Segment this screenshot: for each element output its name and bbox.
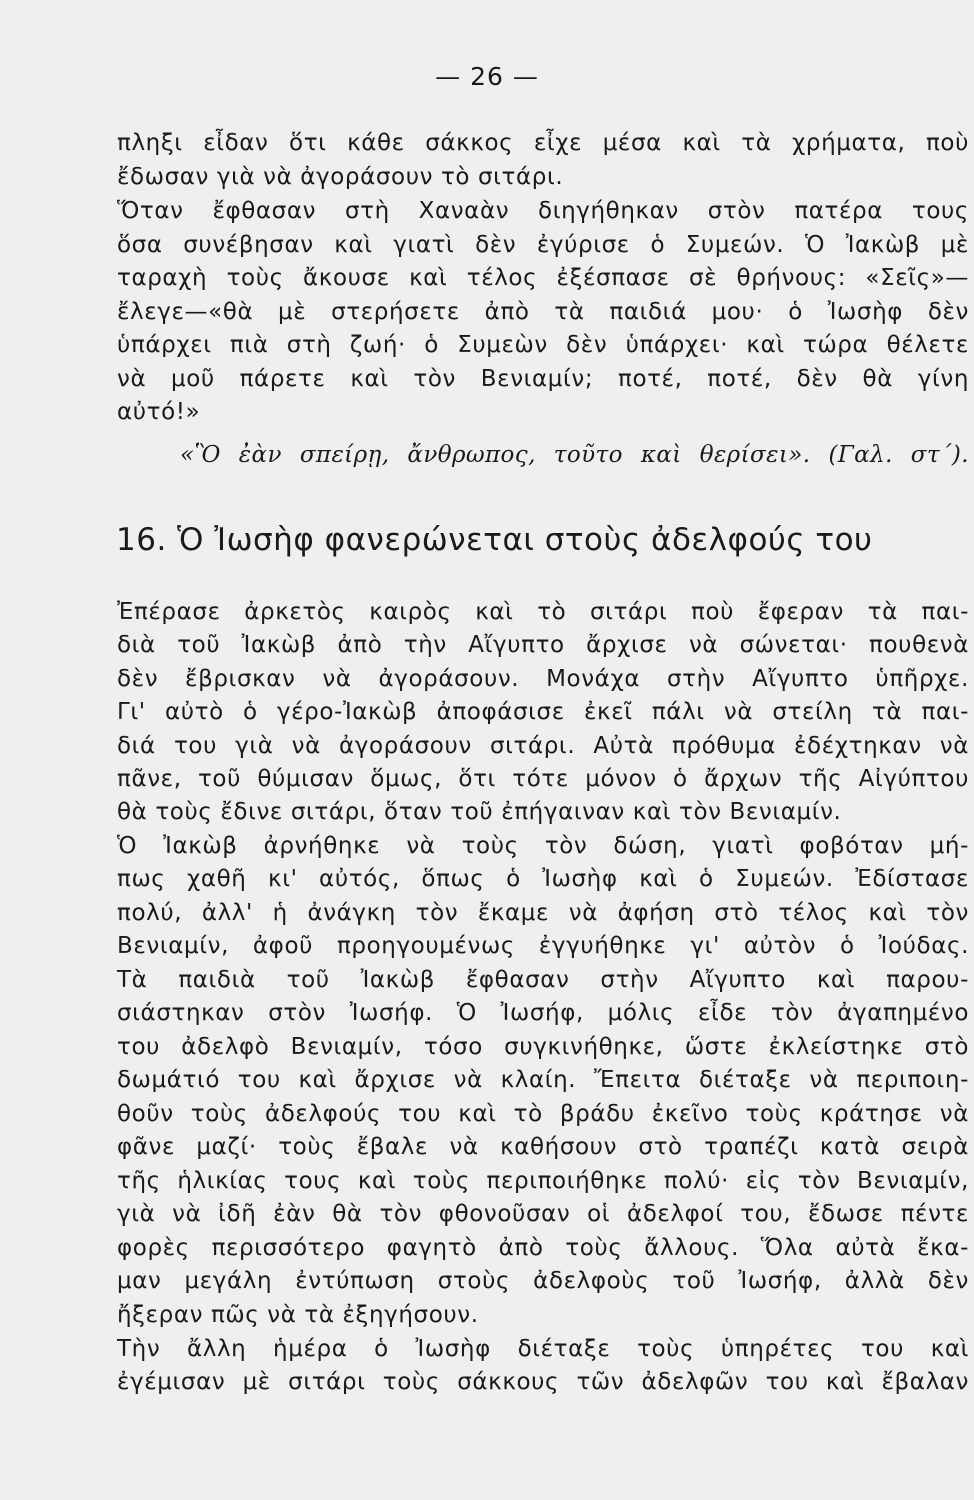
text-line: ἔδωσαν γιὰ νὰ ἀγοράσουν τὸ σιτάρι. <box>117 164 564 190</box>
text-line: Τὰ παιδιὰ τοῦ Ἰακὼβ ἔφθασαν στὴν Αἴγυπτο καὶ παρου- <box>117 967 969 993</box>
text-line: δὲν ἔβρισκαν νὰ ἀγοράσουν. Μονάχα στὴν Αἴγυπτο ὑπῆρχε. <box>117 666 969 692</box>
text-line: πολύ, ἀλλ' ἡ ἀνάγκη τὸν ἔκαμε νὰ ἀφήση στὸ τέλος καὶ τὸν <box>117 900 969 926</box>
text-line: φορὲς περισσότερο φαγητὸ ἀπὸ τοὺς ἄλλους. Ὅλα αὐτὰ ἔκα- <box>117 1235 969 1261</box>
text-line: πᾶνε, τοῦ θύμισαν ὅμως, ὅτι τότε μόνον ὁ ἄρχων τῆς Αἰγύπτου <box>117 766 969 792</box>
text-line: Βενιαμίν, ἀφοῦ προηγουμένως ἐγγυήθηκε γι' αὐτὸν ὁ Ἰούδας. <box>117 933 969 959</box>
text-line: νὰ μοῦ πάρετε καὶ τὸν Βενιαμίν; ποτέ, ποτέ, δὲν θὰ γίνη <box>117 366 969 392</box>
text-line: διά του γιὰ νὰ ἀγοράσουν σιτάρι. Αὐτὰ πρόθυμα ἐδέχτηκαν νὰ <box>117 733 969 759</box>
text-line: Ἐπέρασε ἀρκετὸς καιρὸς καὶ τὸ σιτάρι ποὺ ἔφεραν τὰ παι- <box>117 599 969 625</box>
text-line: διὰ τοῦ Ἰακὼβ ἀπὸ τὴν Αἴγυπτο ἄρχισε νὰ σώνεται· πουθενὰ <box>117 632 969 658</box>
text-line: ὑπάρχει πιὰ στὴ ζωή· ὁ Συμεὼν δὲν ὑπάρχει· καὶ τώρα θέλετε <box>117 332 969 358</box>
text-line: δωμάτιό του καὶ ἄρχισε νὰ κλαίη. Ἔπειτα διέταξε νὰ περιποιη- <box>117 1067 969 1093</box>
text-line: θὰ τοὺς ἔδινε σιτάρι, ὅταν τοῦ ἐπήγαιναν καὶ τὸν Βενιαμίν. <box>117 799 842 825</box>
text-line: μαν μεγάλη ἐντύπωση στοὺς ἀδελφοὺς τοῦ Ἰωσήφ, ἀλλὰ δὲν <box>117 1268 969 1294</box>
text-line: του ἀδελφὸ Βενιαμίν, τόσο συγκινήθηκε, ὥστε ἐκλείστηκε στὸ <box>117 1034 969 1060</box>
text-line: τῆς ἡλικίας τους καὶ τοὺς περιποιήθηκε πολύ· εἰς τὸν Βενιαμίν, <box>117 1168 969 1194</box>
text-line: Ὁ Ἰακὼβ ἀρνήθηκε νὰ τοὺς τὸν δώση, γιατὶ φοβόταν μή- <box>117 833 969 859</box>
text-line: θοῦν τοὺς ἀδελφούς του καὶ τὸ βράδυ ἐκεῖνο τοὺς κράτησε νὰ <box>117 1101 969 1127</box>
text-line: φᾶνε μαζί· τοὺς ἔβαλε νὰ καθήσουν στὸ τραπέζι κατὰ σειρὰ <box>117 1134 969 1160</box>
text-line: Γι' αὐτὸ ὁ γέρο-Ἰακὼβ ἀποφάσισε ἐκεῖ πάλι νὰ στείλη τὰ παι- <box>117 699 969 725</box>
text-line: ἤξεραν πῶς νὰ τὰ ἐξηγήσουν. <box>117 1302 479 1328</box>
page-number: — 26 — <box>435 62 539 91</box>
text-line: πληξι εἶδαν ὅτι κάθε σάκκος εἶχε μέσα καὶ τὰ χρήματα, ποὺ <box>117 130 969 156</box>
text-line: γιὰ νὰ ἰδῆ ἐὰν θὰ τὸν φθονοῦσαν οἱ ἀδελφοί του, ἔδωσε πέντε <box>117 1201 969 1227</box>
text-line: σιάστηκαν στὸν Ἰωσήφ. Ὁ Ἰωσήφ, μόλις εἶδε τὸν ἀγαπημένο <box>117 1000 969 1026</box>
text-line: Ὅταν ἔφθασαν στὴ Χαναὰν διηγήθηκαν στὸν πατέρα τους <box>117 198 969 224</box>
text-line: πως χαθῆ κι' αὐτός, ὅπως ὁ Ἰωσὴφ καὶ ὁ Συμεών. Ἐδίστασε <box>117 866 969 892</box>
text-line: ἐγέμισαν μὲ σιτάρι τοὺς σάκκους τῶν ἀδελφῶν του καὶ ἔβαλαν <box>117 1369 969 1395</box>
text-line: ὅσα συνέβησαν καὶ γιατὶ δὲν ἐγύρισε ὁ Συμεών. Ὁ Ἰακὼβ μὲ <box>117 232 969 258</box>
section-heading: 16. Ὁ Ἰωσὴφ φανερώνεται στοὺς ἀδελφούς του <box>116 522 873 558</box>
scripture-quote: «Ὃ ἐὰν σπείρῃ, ἄνθρωπος, τοῦτο καὶ θερίσει». (Γαλ. στ΄). <box>180 442 969 468</box>
text-line: Τὴν ἄλλη ἡμέρα ὁ Ἰωσὴφ διέταξε τοὺς ὑπηρέτες του καὶ <box>117 1336 969 1362</box>
text-line: ταραχὴ τοὺς ἄκουσε καὶ τέλος ἐξέσπασε σὲ θρήνους: «Σεῖς»— <box>117 265 969 291</box>
text-line: αὐτό!» <box>117 399 201 425</box>
text-line: ἔλεγε—«θὰ μὲ στερήσετε ἀπὸ τὰ παιδιά μου· ὁ Ἰωσὴφ δὲν <box>117 299 969 325</box>
